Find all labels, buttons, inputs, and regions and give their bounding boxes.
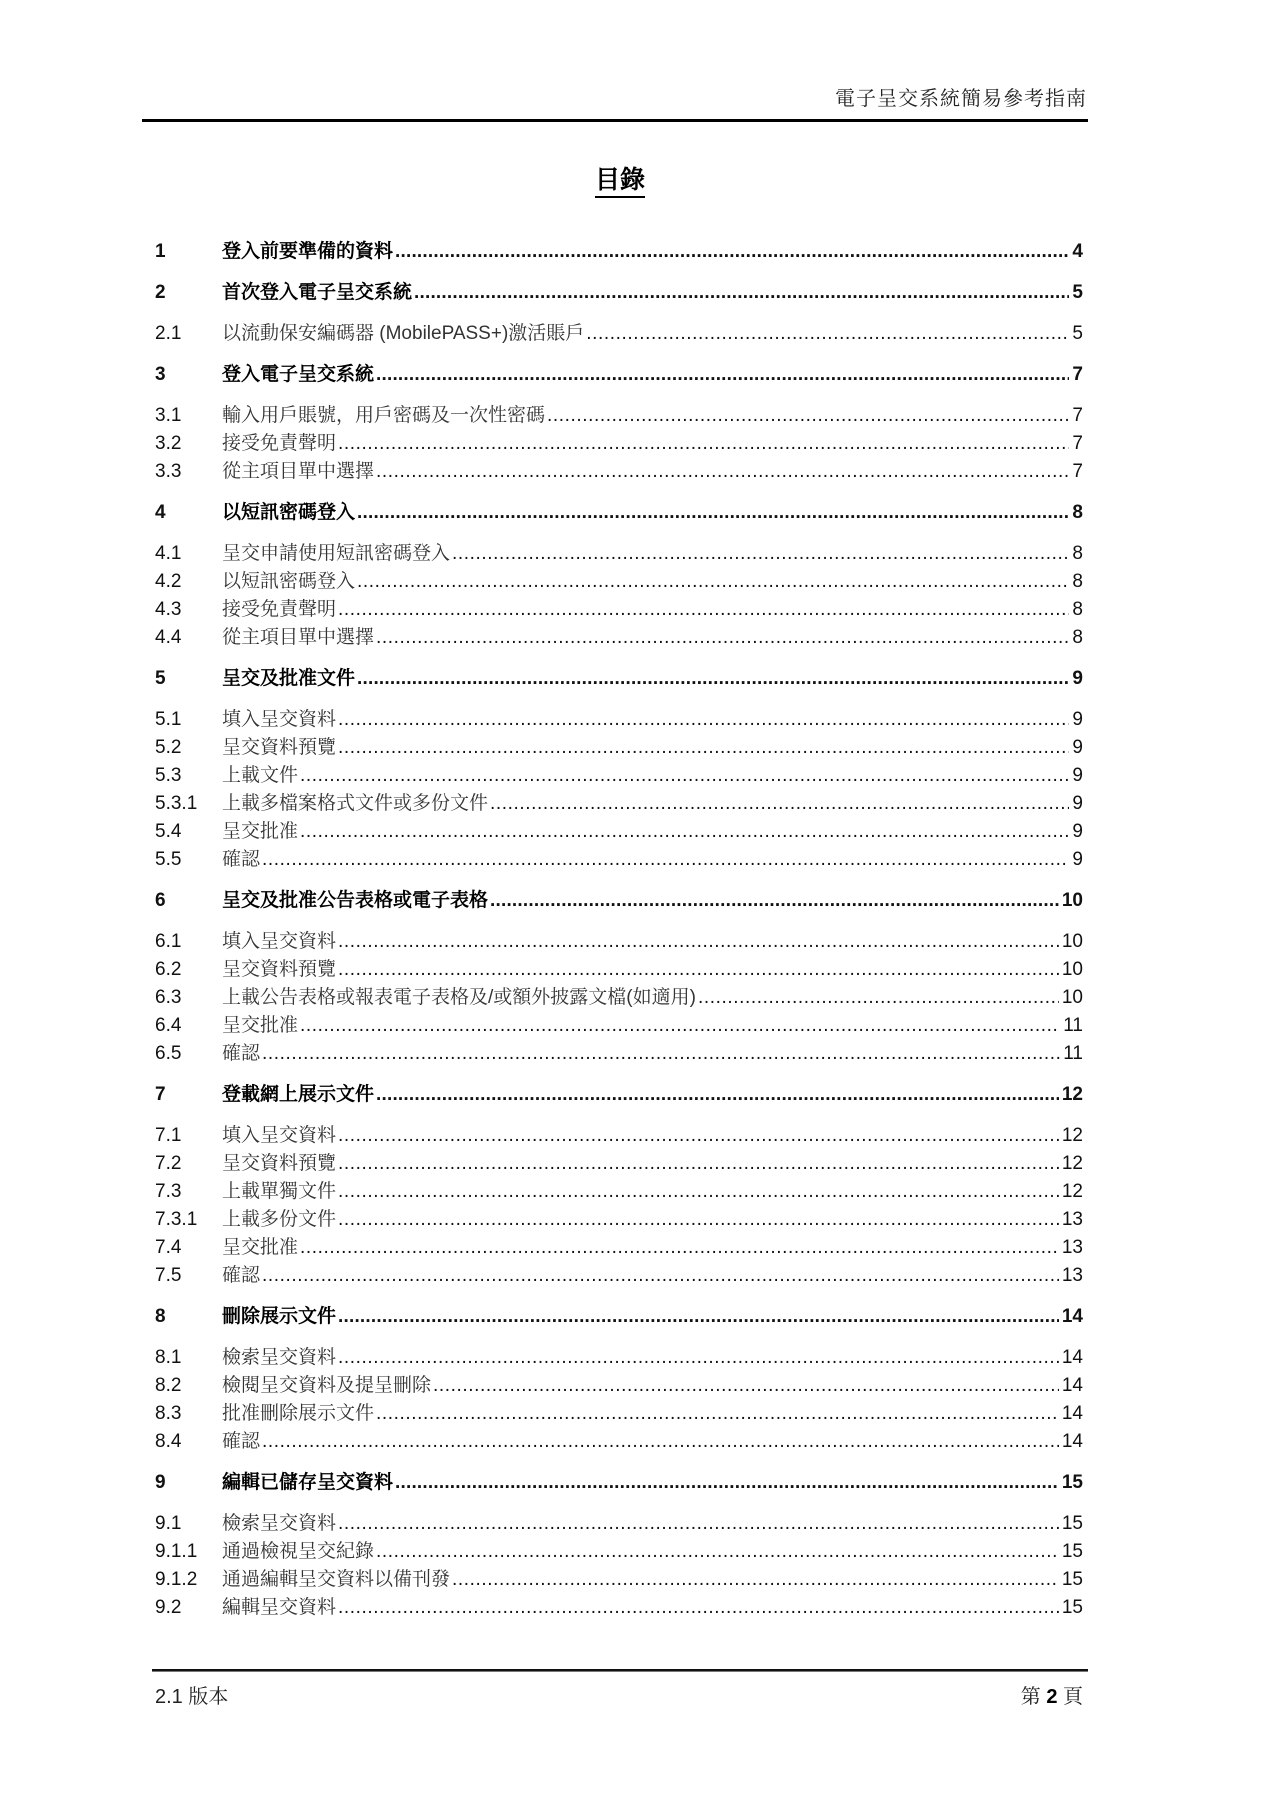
toc-entry-title[interactable]: 上載多檔案格式文件或多份文件 xyxy=(222,793,489,814)
toc-entry-title[interactable]: 確認 xyxy=(222,1043,261,1064)
toc-entry-page: 12 xyxy=(1061,1181,1083,1202)
toc-entry-page: 14 xyxy=(1061,1347,1083,1368)
toc-entry-number: 9.1.1 xyxy=(155,1541,198,1562)
toc-chapter-row[interactable] xyxy=(155,1303,1083,1331)
toc-entry-number: 8.4 xyxy=(155,1431,182,1452)
toc-entry-number: 4 xyxy=(155,502,166,523)
toc-title-text: 目錄 xyxy=(595,166,645,198)
toc-section-row[interactable] xyxy=(155,1400,1083,1428)
toc-chapter-row[interactable] xyxy=(155,1081,1083,1109)
toc-entry-title[interactable]: 填入呈交資料 xyxy=(222,709,337,730)
toc-entry-title[interactable]: 上載多份文件 xyxy=(222,1209,337,1230)
toc-section-row[interactable] xyxy=(155,1262,1083,1290)
toc-entry-title[interactable]: 檢索呈交資料 xyxy=(222,1347,337,1368)
toc-entry-page: 10 xyxy=(1061,959,1083,980)
toc-section-row[interactable] xyxy=(155,402,1083,430)
dot-leader xyxy=(376,458,1069,486)
running-header: 電子呈交系統簡易參考指南 xyxy=(835,88,1087,110)
dot-leader xyxy=(395,238,1069,266)
toc-entry-page: 7 xyxy=(1072,433,1083,454)
dot-leader xyxy=(262,1428,1059,1456)
toc-entry-page: 7 xyxy=(1072,364,1083,385)
toc-section-row[interactable] xyxy=(155,458,1083,486)
toc-entry-title[interactable]: 接受免責聲明 xyxy=(222,433,337,454)
toc-entry-number: 3.2 xyxy=(155,433,182,454)
toc-entry-title[interactable]: 確認 xyxy=(222,849,261,870)
toc-entry-page: 15 xyxy=(1061,1513,1083,1534)
toc-entry-page: 7 xyxy=(1072,461,1083,482)
dot-leader xyxy=(338,430,1069,458)
toc-entry-number: 5.3 xyxy=(155,765,182,786)
toc-entry-page: 13 xyxy=(1061,1265,1083,1286)
toc-entry-page: 11 xyxy=(1063,1015,1083,1036)
toc-section-row[interactable] xyxy=(155,1150,1083,1178)
dot-leader xyxy=(376,1400,1059,1428)
dot-leader xyxy=(338,1344,1059,1372)
toc-section-row[interactable] xyxy=(155,320,1083,348)
toc-entry-page: 12 xyxy=(1061,1084,1083,1105)
dot-leader xyxy=(338,1150,1059,1178)
toc-entry-title[interactable]: 通過檢視呈交紀錄 xyxy=(222,1541,375,1562)
dot-leader xyxy=(376,624,1069,652)
toc-entry-number: 2.1 xyxy=(155,323,182,344)
header-rule xyxy=(142,119,1088,122)
toc-section-row[interactable] xyxy=(155,706,1083,734)
table-of-contents xyxy=(155,238,1083,1622)
toc-entry-title[interactable]: 呈交資料預覽 xyxy=(222,959,337,980)
toc-entry-page: 15 xyxy=(1061,1569,1083,1590)
dot-leader xyxy=(262,1262,1059,1290)
toc-section-row[interactable] xyxy=(155,596,1083,624)
toc-entry-number: 8 xyxy=(155,1306,166,1327)
toc-entry-page: 9 xyxy=(1072,709,1083,730)
toc-section-row[interactable] xyxy=(155,1344,1083,1372)
toc-chapter-row[interactable] xyxy=(155,238,1083,266)
toc-section-row[interactable] xyxy=(155,762,1083,790)
toc-entry-page: 9 xyxy=(1072,668,1083,689)
dot-leader xyxy=(433,1372,1059,1400)
dot-leader xyxy=(357,499,1069,527)
toc-entry-number: 8.3 xyxy=(155,1403,182,1424)
toc-entry-number: 7.5 xyxy=(155,1265,182,1286)
toc-entry-title[interactable]: 呈交批准 xyxy=(222,1237,299,1258)
toc-entry-number: 7.2 xyxy=(155,1153,182,1174)
toc-entry-number: 9.2 xyxy=(155,1597,182,1618)
toc-entry-page: 8 xyxy=(1072,627,1083,648)
toc-entry-page: 9 xyxy=(1072,793,1083,814)
toc-entry-number: 5.5 xyxy=(155,849,182,870)
toc-entry-number: 7.3.1 xyxy=(155,1209,198,1230)
toc-entry-title[interactable]: 登入前要準備的資料 xyxy=(222,241,394,262)
toc-entry-number: 5.2 xyxy=(155,737,182,758)
toc-entry-page: 4 xyxy=(1072,241,1083,262)
toc-entry-page: 14 xyxy=(1061,1375,1083,1396)
toc-section-row[interactable] xyxy=(155,1122,1083,1150)
footer-page-number xyxy=(1021,1680,1083,1709)
toc-chapter-row[interactable] xyxy=(155,279,1083,307)
dot-leader xyxy=(490,790,1069,818)
toc-entry-number: 3 xyxy=(155,364,166,385)
toc-section-row[interactable] xyxy=(155,1234,1083,1262)
toc-entry-title[interactable]: 上載單獨文件 xyxy=(222,1181,337,1202)
toc-chapter-row[interactable] xyxy=(155,361,1083,389)
toc-entry-number: 1 xyxy=(155,241,166,262)
toc-entry-page: 9 xyxy=(1072,737,1083,758)
toc-chapter-row[interactable] xyxy=(155,665,1083,693)
dot-leader xyxy=(338,928,1059,956)
toc-entry-title[interactable]: 批准刪除展示文件 xyxy=(222,1403,375,1424)
toc-section-row[interactable] xyxy=(155,818,1083,846)
toc-entry-page: 10 xyxy=(1061,987,1083,1008)
footer-rule xyxy=(152,1669,1088,1672)
toc-entry-title[interactable]: 上載公告表格或報表電子表格及/或額外披露文檔(如適用) xyxy=(222,987,696,1008)
toc-entry-title[interactable]: 確認 xyxy=(222,1431,261,1452)
toc-entry-page: 7 xyxy=(1072,405,1083,426)
dot-leader xyxy=(300,1234,1059,1262)
toc-entry-page: 12 xyxy=(1061,1125,1083,1146)
toc-entry-title[interactable]: 以短訊密碼登入 xyxy=(222,502,356,523)
toc-entry-number: 4.2 xyxy=(155,571,182,592)
toc-section-row[interactable] xyxy=(155,984,1083,1012)
dot-leader xyxy=(357,568,1069,596)
toc-section-row[interactable] xyxy=(155,1510,1083,1538)
toc-entry-title[interactable]: 以短訊密碼登入 xyxy=(222,571,356,592)
toc-entry-page: 15 xyxy=(1061,1472,1083,1493)
toc-entry-number: 6.1 xyxy=(155,931,182,952)
toc-section-row[interactable] xyxy=(155,568,1083,596)
toc-section-row[interactable] xyxy=(155,846,1083,874)
toc-entry-page: 13 xyxy=(1061,1237,1083,1258)
dot-leader xyxy=(395,1469,1059,1497)
dot-leader xyxy=(300,762,1069,790)
toc-entry-number: 8.1 xyxy=(155,1347,182,1368)
toc-section-row[interactable] xyxy=(155,1566,1083,1594)
toc-entry-number: 5.4 xyxy=(155,821,182,842)
dot-leader xyxy=(338,1178,1059,1206)
toc-entry-title[interactable]: 填入呈交資料 xyxy=(222,1125,337,1146)
toc-entry-page: 12 xyxy=(1061,1153,1083,1174)
toc-entry-title[interactable]: 登入電子呈交系統 xyxy=(222,364,375,385)
toc-entry-number: 7.3 xyxy=(155,1181,182,1202)
toc-section-row[interactable] xyxy=(155,540,1083,568)
toc-entry-number: 9 xyxy=(155,1472,166,1493)
dot-leader xyxy=(452,540,1069,568)
toc-entry-number: 7.1 xyxy=(155,1125,182,1146)
toc-entry-number: 7 xyxy=(155,1084,166,1105)
toc-entry-number: 4.1 xyxy=(155,543,182,564)
toc-entry-page: 9 xyxy=(1072,765,1083,786)
toc-section-row[interactable] xyxy=(155,790,1083,818)
toc-entry-page: 15 xyxy=(1061,1541,1083,1562)
toc-entry-title[interactable]: 上載文件 xyxy=(222,765,299,786)
dot-leader xyxy=(338,1206,1059,1234)
toc-entry-title[interactable]: 呈交申請使用短訊密碼登入 xyxy=(222,543,451,564)
toc-entry-title[interactable]: 刪除展示文件 xyxy=(222,1306,337,1327)
dot-leader xyxy=(376,1538,1059,1566)
toc-entry-number: 9.1.2 xyxy=(155,1569,198,1590)
toc-entry-page: 8 xyxy=(1072,502,1083,523)
page-suffix: 頁 xyxy=(1063,1686,1083,1708)
dot-leader xyxy=(300,818,1069,846)
dot-leader xyxy=(262,846,1069,874)
page-prefix: 第 xyxy=(1020,1686,1041,1708)
toc-entry-title[interactable]: 呈交批准 xyxy=(222,821,299,842)
toc-entry-page: 14 xyxy=(1061,1306,1083,1327)
toc-entry-title[interactable]: 呈交資料預覽 xyxy=(222,737,337,758)
dot-leader xyxy=(262,1040,1060,1068)
toc-entry-page: 10 xyxy=(1061,890,1083,911)
toc-entry-title[interactable]: 確認 xyxy=(222,1265,261,1286)
toc-entry-page: 14 xyxy=(1061,1403,1083,1424)
toc-section-row[interactable] xyxy=(155,1372,1083,1400)
dot-leader xyxy=(376,1081,1059,1109)
page-number: 2 xyxy=(1046,1686,1058,1708)
toc-section-row[interactable] xyxy=(155,956,1083,984)
toc-entry-page: 13 xyxy=(1061,1209,1083,1230)
toc-entry-title[interactable]: 呈交批准 xyxy=(222,1015,299,1036)
toc-entry-number: 5.3.1 xyxy=(155,793,198,814)
toc-entry-title[interactable]: 呈交資料預覽 xyxy=(222,1153,337,1174)
toc-section-row[interactable] xyxy=(155,1012,1083,1040)
toc-section-row[interactable] xyxy=(155,1206,1083,1234)
toc-entry-page: 9 xyxy=(1072,849,1083,870)
toc-chapter-row[interactable] xyxy=(155,887,1083,915)
toc-entry-number: 6.4 xyxy=(155,1015,182,1036)
toc-chapter-row[interactable] xyxy=(155,1469,1083,1497)
toc-section-row[interactable] xyxy=(155,1594,1083,1622)
toc-entry-number: 6.3 xyxy=(155,987,182,1008)
toc-entry-number: 3.3 xyxy=(155,461,182,482)
dot-leader xyxy=(586,320,1069,348)
dot-leader xyxy=(338,1594,1059,1622)
toc-entry-number: 7.4 xyxy=(155,1237,182,1258)
toc-entry-number: 2 xyxy=(155,282,166,303)
toc-entry-number: 5 xyxy=(155,668,166,689)
toc-entry-title[interactable]: 編輯已儲存呈交資料 xyxy=(222,1472,394,1493)
toc-entry-title[interactable]: 編輯呈交資料 xyxy=(222,1597,337,1618)
dot-leader xyxy=(338,956,1059,984)
dot-leader xyxy=(300,1012,1060,1040)
toc-section-row[interactable] xyxy=(155,1538,1083,1566)
toc-entry-number: 6.2 xyxy=(155,959,182,980)
toc-entry-title[interactable]: 填入呈交資料 xyxy=(222,931,337,952)
toc-entry-title[interactable]: 接受免責聲明 xyxy=(222,599,337,620)
toc-section-row[interactable] xyxy=(155,1040,1083,1068)
toc-entry-page: 8 xyxy=(1072,571,1083,592)
toc-entry-number: 5.1 xyxy=(155,709,182,730)
toc-entry-number: 9.1 xyxy=(155,1513,182,1534)
toc-entry-page: 9 xyxy=(1072,821,1083,842)
toc-entry-page: 8 xyxy=(1072,543,1083,564)
toc-section-row[interactable] xyxy=(155,624,1083,652)
toc-entry-title[interactable]: 從主項目單中選擇 xyxy=(222,461,375,482)
dot-leader xyxy=(490,887,1059,915)
toc-entry-title[interactable]: 從主項目單中選擇 xyxy=(222,627,375,648)
dot-leader xyxy=(452,1566,1059,1594)
dot-leader xyxy=(338,706,1069,734)
dot-leader xyxy=(338,1510,1059,1538)
toc-entry-number: 3.1 xyxy=(155,405,182,426)
toc-entry-number: 6.5 xyxy=(155,1043,182,1064)
toc-entry-title[interactable]: 輸入用戶賬號，用戶密碼及一次性密碼 xyxy=(222,405,546,426)
toc-section-row[interactable] xyxy=(155,734,1083,762)
toc-section-row[interactable] xyxy=(155,928,1083,956)
toc-entry-page: 11 xyxy=(1063,1043,1083,1064)
toc-entry-number: 8.2 xyxy=(155,1375,182,1396)
toc-entry-page: 5 xyxy=(1072,282,1083,303)
toc-entry-title[interactable]: 呈交及批准文件 xyxy=(222,668,356,689)
toc-entry-title[interactable]: 檢索呈交資料 xyxy=(222,1513,337,1534)
toc-entry-number: 6 xyxy=(155,890,166,911)
toc-section-row[interactable] xyxy=(155,1428,1083,1456)
toc-entry-title[interactable]: 呈交及批准公告表格或電子表格 xyxy=(222,890,489,911)
toc-entry-page: 14 xyxy=(1061,1431,1083,1452)
toc-section-row[interactable] xyxy=(155,430,1083,458)
toc-chapter-row[interactable] xyxy=(155,499,1083,527)
toc-entry-page: 5 xyxy=(1072,323,1083,344)
toc-entry-title[interactable]: 通過編輯呈交資料以備刊發 xyxy=(222,1569,451,1590)
toc-section-row[interactable] xyxy=(155,1178,1083,1206)
dot-leader xyxy=(547,402,1069,430)
toc-entry-page: 8 xyxy=(1072,599,1083,620)
dot-leader xyxy=(338,1303,1059,1331)
dot-leader xyxy=(414,279,1069,307)
toc-entry-page: 10 xyxy=(1061,931,1083,952)
dot-leader xyxy=(338,1122,1059,1150)
toc-entry-number: 4.3 xyxy=(155,599,182,620)
toc-entry-title[interactable]: 以流動保安編碼器 (MobilePASS+)激活賬戶 xyxy=(222,323,585,344)
toc-title xyxy=(0,160,1240,196)
dot-leader xyxy=(338,596,1069,624)
toc-entry-title[interactable]: 登載網上展示文件 xyxy=(222,1084,375,1105)
dot-leader xyxy=(338,734,1069,762)
footer-version: 2.1 版本 xyxy=(155,1686,229,1708)
toc-entry-page: 15 xyxy=(1061,1597,1083,1618)
dot-leader xyxy=(698,984,1059,1012)
toc-entry-number: 4.4 xyxy=(155,627,182,648)
dot-leader xyxy=(357,665,1069,693)
toc-entry-title[interactable]: 檢閱呈交資料及提呈刪除 xyxy=(222,1375,432,1396)
toc-entry-title[interactable]: 首次登入電子呈交系統 xyxy=(222,282,413,303)
dot-leader xyxy=(376,361,1069,389)
